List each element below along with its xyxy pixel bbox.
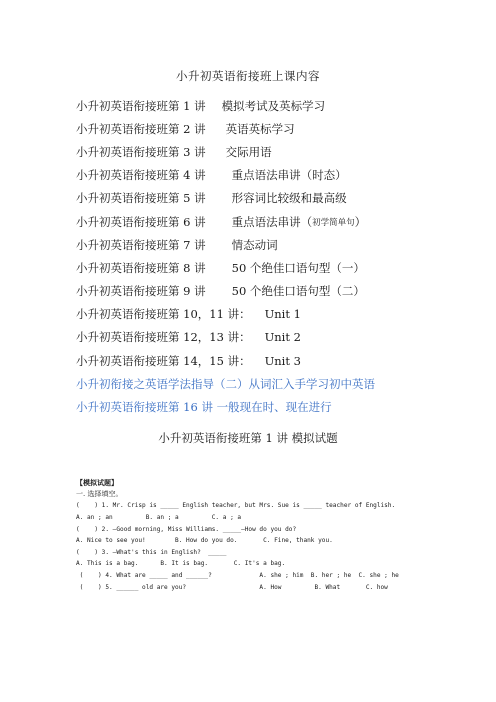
lesson-topic-note: 初学简单句 xyxy=(312,217,355,228)
course-list xyxy=(76,94,476,419)
question-line: ( ) 2. —Good morning, Miss Williams. _____—How do you do? xyxy=(76,525,297,533)
question-line: ( ) 1. Mr. Crisp is _____ English teacher, but Mrs. Sue is _____ teacher of English. xyxy=(76,502,396,510)
lesson-number: 小升初英语衔接班第 1 讲 xyxy=(76,98,206,113)
list-item xyxy=(76,140,476,163)
lesson-topic: Unit 1 xyxy=(264,307,301,322)
list-item xyxy=(76,256,476,279)
answer-options: A. an ; an B. an ; a C. a ; a xyxy=(76,514,242,522)
question-line: ( ) 4. What are _____ and ______? A. she ; him B. her ; he C. she ; he xyxy=(76,572,399,580)
question-line: ( ) 3. —What's this in English? _____ xyxy=(76,548,227,556)
lesson-topic: 50 个绝佳口语句型（一） xyxy=(231,260,365,275)
list-item xyxy=(76,326,476,349)
lesson-number: 小升初英语衔接班第 9 讲 xyxy=(76,284,206,299)
lesson-number: 小升初英语衔接班第 5 讲 xyxy=(76,191,206,206)
list-item xyxy=(76,94,476,117)
lesson-number: 小升初英语衔接班第 6 讲 xyxy=(76,214,206,229)
lesson-topic: 形容词比较级和最高级 xyxy=(231,191,347,206)
lesson-number: 小升初英语衔接班第 8 讲 xyxy=(76,260,206,275)
link-text: 小升初英语衔接班第 16 讲 一般现在时、现在进行 xyxy=(76,400,332,415)
list-item xyxy=(76,233,476,256)
answer-options: A. Nice to see you! B. How do you do. C. Fine, thank you. xyxy=(76,537,333,545)
list-item xyxy=(76,164,476,187)
list-item xyxy=(76,349,476,372)
lesson-topic: 英语英标学习 xyxy=(225,121,295,136)
lesson-topic: 重点语法串讲（时态） xyxy=(231,168,347,183)
lesson-topic: 情态动词 xyxy=(231,237,278,252)
lesson-number: 小升初英语衔接班第 3 讲 xyxy=(76,144,206,159)
lesson-number: 小升初英语衔接班第 4 讲 xyxy=(76,168,206,183)
lesson-number: 小升初英语衔接班第 10，11 讲： xyxy=(76,307,251,322)
answer-options: A. This is a bag. B. It is bag. C. It's a bag. xyxy=(76,560,286,568)
section-heading: 【模拟试题】 xyxy=(76,478,118,487)
lesson-number: 小升初英语衔接班第 7 讲 xyxy=(76,237,206,252)
page-title: 小升初英语衔接班上课内容 xyxy=(176,69,320,83)
lesson-topic: Unit 3 xyxy=(264,353,301,368)
part-heading: 一. 选择填空。 xyxy=(76,490,123,499)
list-item xyxy=(76,303,476,326)
lesson-number: 小升初英语衔接班第 12，13 讲： xyxy=(76,330,251,345)
lesson-topic: 50 个绝佳口语句型（二） xyxy=(231,284,365,299)
lesson-number: 小升初英语衔接班第 14，15 讲： xyxy=(76,353,251,368)
lesson-topic: 重点语法串讲（ xyxy=(231,214,313,229)
lesson-topic: 交际用语 xyxy=(225,144,272,159)
lesson-topic: 模拟考试及英标学习 xyxy=(221,98,326,113)
list-item xyxy=(76,280,476,303)
list-item xyxy=(76,187,476,210)
test-title: 小升初英语衔接班第 1 讲 模拟试题 xyxy=(158,431,338,445)
lesson-topic: Unit 2 xyxy=(264,330,301,345)
link-text: 小升初衔接之英语学法指导（二）从词汇入手学习初中英语 xyxy=(76,376,375,391)
list-item xyxy=(76,210,476,233)
question-line: ( ) 5. ______ old are you? A. How B. What C. how xyxy=(76,583,388,591)
lesson-number: 小升初英语衔接班第 2 讲 xyxy=(76,121,206,136)
lesson-topic-close: ） xyxy=(354,214,367,229)
list-item xyxy=(76,117,476,140)
quiz-section xyxy=(76,477,456,593)
